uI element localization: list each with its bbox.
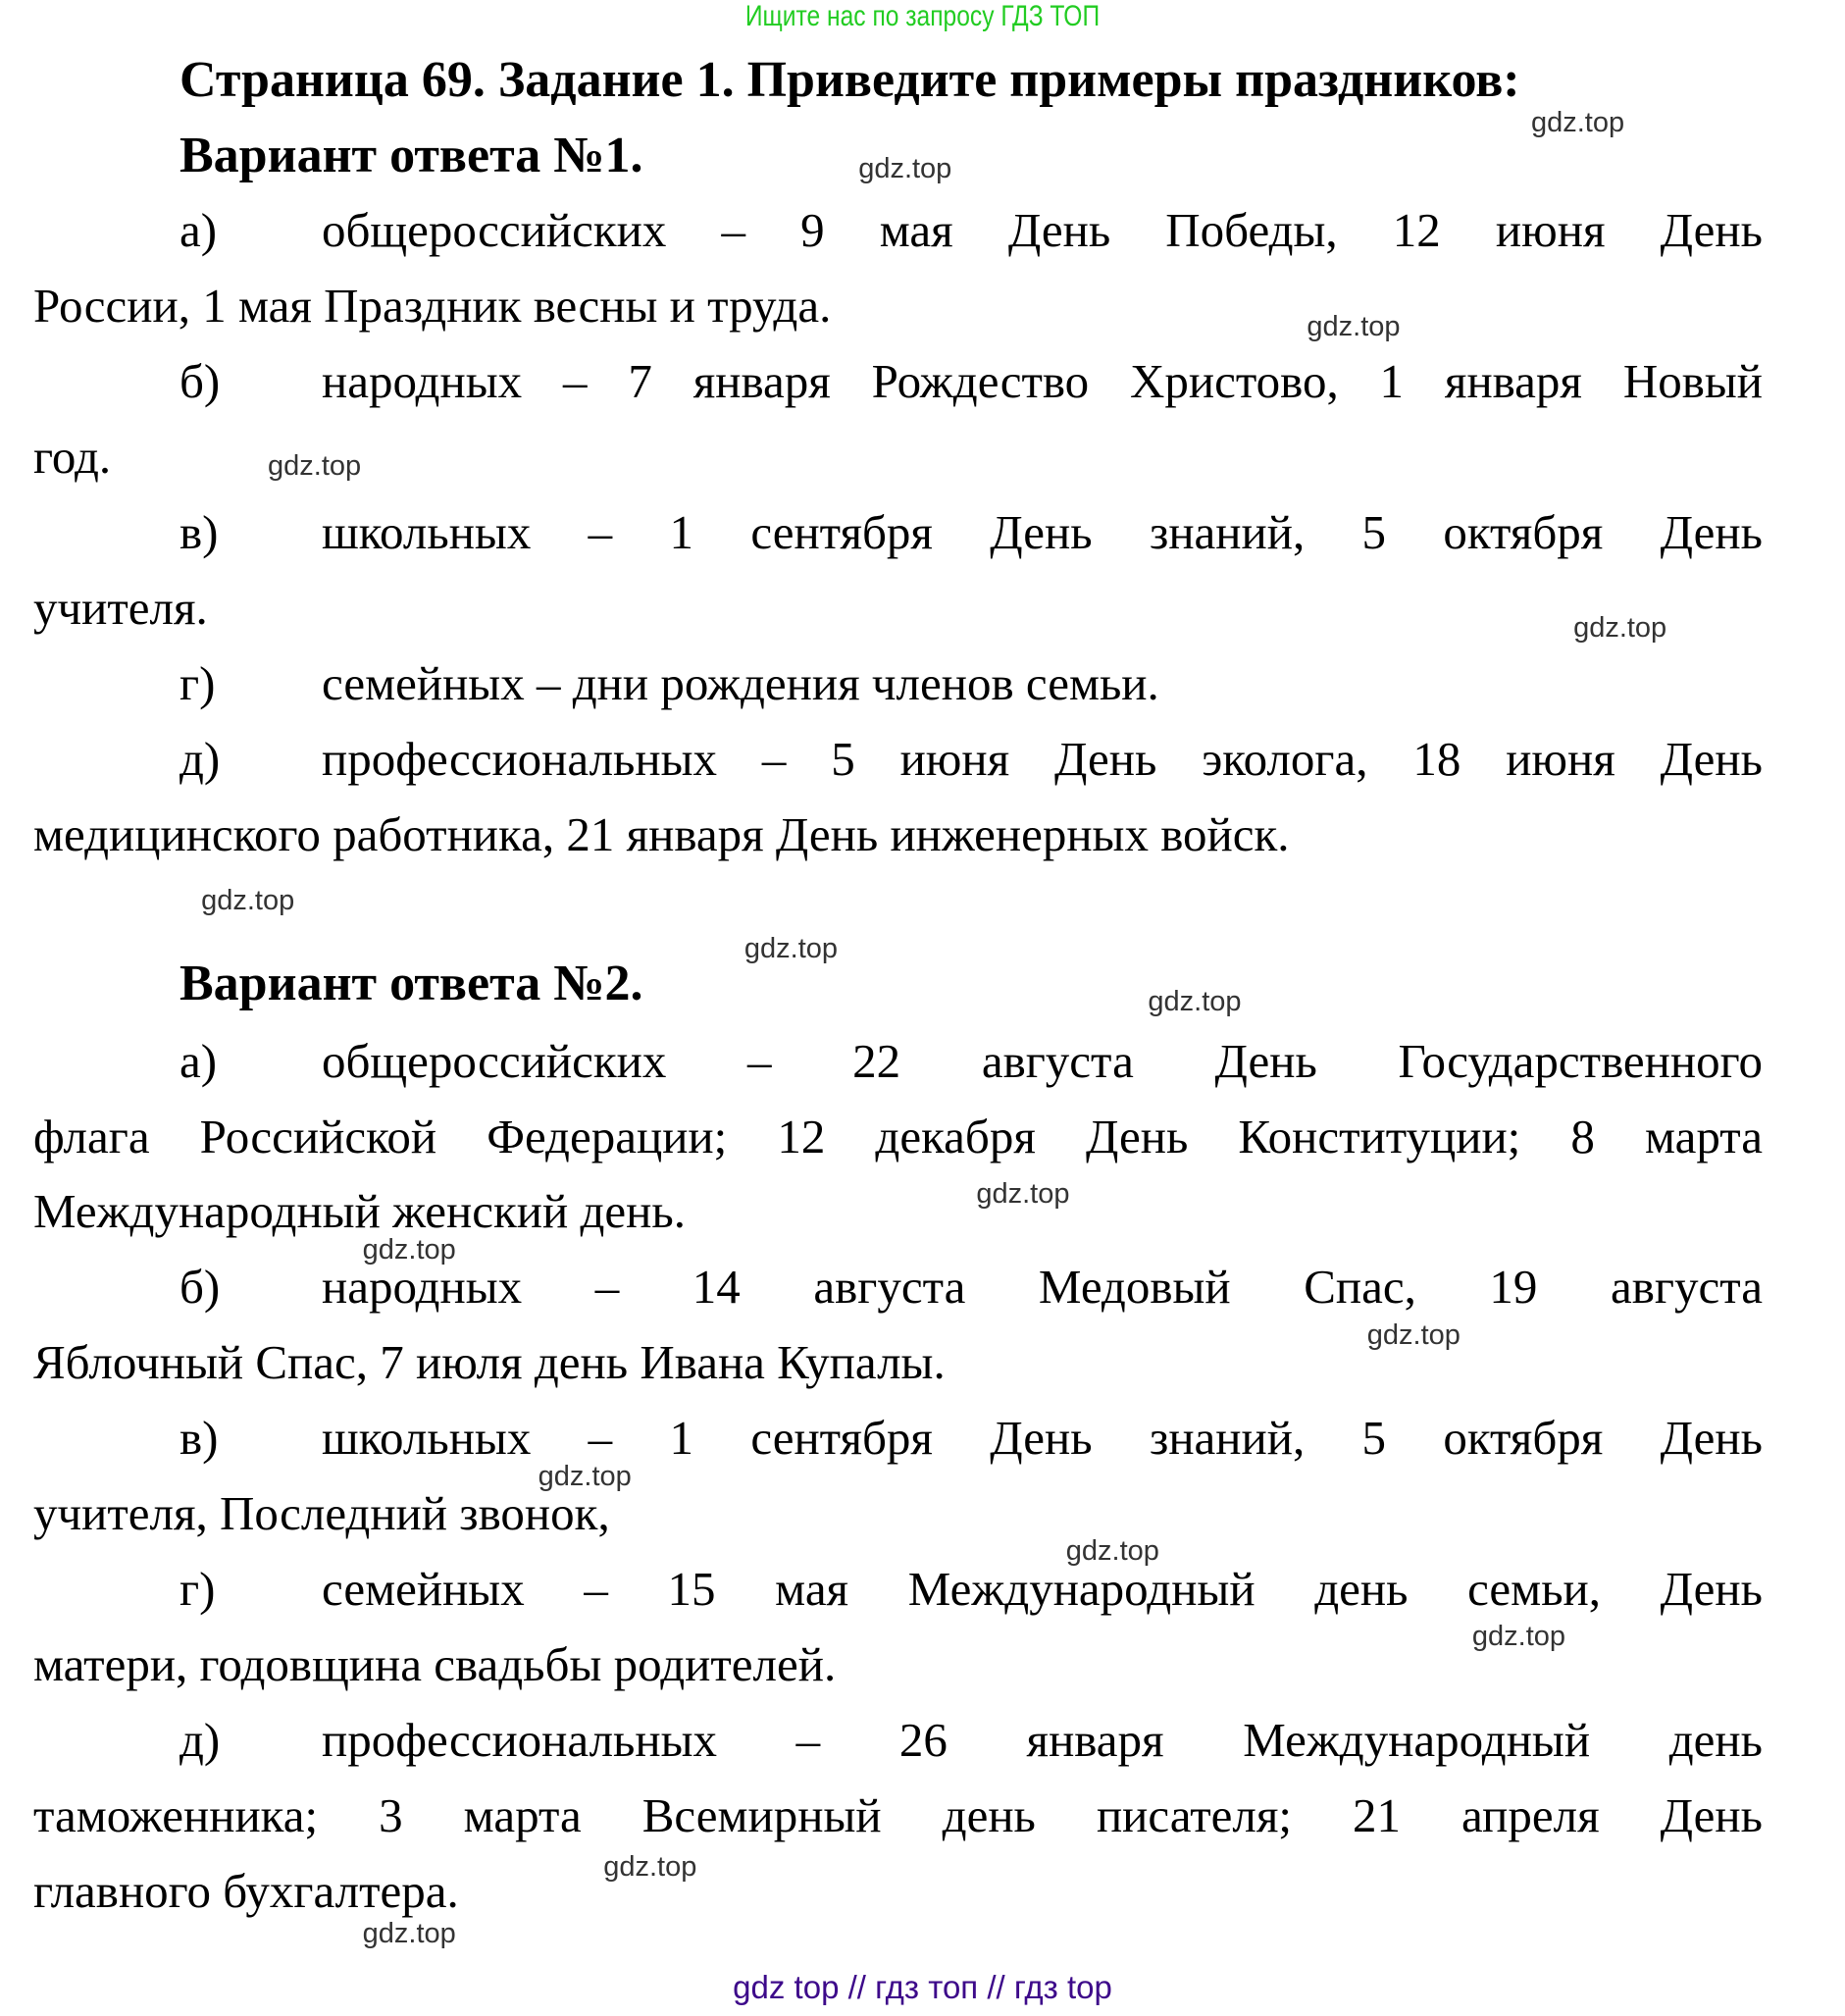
item-text-continued: матери, годовщина свадьбы родителей.: [33, 1637, 837, 1692]
item-text: школьных – 1 сентября День знаний, 5 октября День: [322, 1411, 1763, 1466]
search-banner: Ищите нас по запросу ГДЗ ТОП: [744, 0, 1101, 32]
item-text: семейных – 15 мая Международный день семьи, День: [322, 1562, 1763, 1617]
item-text-continued: Международный женский день.: [33, 1184, 686, 1239]
watermark: gdz.top: [362, 1918, 456, 1950]
item-label: б): [179, 1260, 221, 1315]
item-label: д): [179, 1713, 221, 1768]
item-text-continued: флага Российской Федерации; 12 декабря День Конституции; 8 марта: [33, 1109, 1763, 1163]
watermark: gdz.top: [1471, 1621, 1566, 1653]
item-text-continued: учителя, Последний звонок,: [33, 1486, 610, 1541]
item-label: г): [179, 655, 216, 710]
item-label: а): [179, 203, 218, 258]
watermark: gdz.top: [603, 1851, 697, 1884]
watermark: gdz.top: [1530, 107, 1625, 139]
item-text-continued: главного бухгалтера.: [33, 1863, 459, 1918]
watermark: gdz.top: [976, 1178, 1070, 1211]
variant-heading: Вариант ответа №1.: [179, 128, 643, 184]
item-label: в): [179, 1411, 219, 1466]
item-label: г): [179, 1562, 216, 1617]
item-text: школьных – 1 сентября День знаний, 5 октября День: [322, 504, 1763, 559]
item-text-continued: таможенника; 3 марта Всемирный день писателя; 21 апреля День: [33, 1787, 1763, 1842]
item-text-continued: России, 1 мая Праздник весны и труда.: [33, 279, 832, 334]
item-text-continued: Яблочный Спас, 7 июля день Ивана Купалы.: [33, 1335, 946, 1390]
watermark: gdz.top: [201, 885, 295, 917]
item-text: народных – 14 августа Медовый Спас, 19 августа: [322, 1260, 1763, 1315]
item-text: народных – 7 января Рождество Христово, 1 января Новый: [322, 354, 1763, 408]
item-text-continued: год.: [33, 429, 112, 484]
item-text: общероссийских – 9 мая День Победы, 12 июня День: [322, 203, 1763, 258]
footer-links: gdz top // гдз топ // гдз top: [733, 1969, 1112, 2005]
item-label: а): [179, 1033, 218, 1088]
variant-heading: Вариант ответа №2.: [179, 956, 643, 1012]
watermark: gdz.top: [362, 1233, 456, 1266]
item-text: профессиональных – 5 июня День эколога, 18 июня День: [322, 731, 1763, 786]
watermark: gdz.top: [1366, 1319, 1461, 1352]
item-text: общероссийских – 22 августа День Государственного: [322, 1033, 1763, 1088]
watermark: gdz.top: [1065, 1534, 1159, 1567]
watermark: gdz.top: [268, 450, 362, 483]
watermark: gdz.top: [858, 153, 952, 185]
item-text: семейных – дни рождения членов семьи.: [322, 655, 1159, 710]
watermark: gdz.top: [1148, 986, 1242, 1018]
watermark: gdz.top: [1307, 311, 1401, 343]
page-title: Страница 69. Задание 1. Приведите примеры праздников:: [179, 52, 1520, 108]
watermark: gdz.top: [538, 1460, 632, 1492]
item-label: б): [179, 354, 221, 408]
watermark: gdz.top: [1573, 612, 1667, 645]
item-label: в): [179, 504, 219, 559]
item-text-continued: учителя.: [33, 580, 208, 635]
item-label: д): [179, 731, 221, 786]
item-text: профессиональных – 26 января Международный день: [322, 1713, 1763, 1768]
item-text-continued: медицинского работника, 21 января День инженерных войск.: [33, 806, 1290, 861]
watermark: gdz.top: [743, 932, 839, 964]
